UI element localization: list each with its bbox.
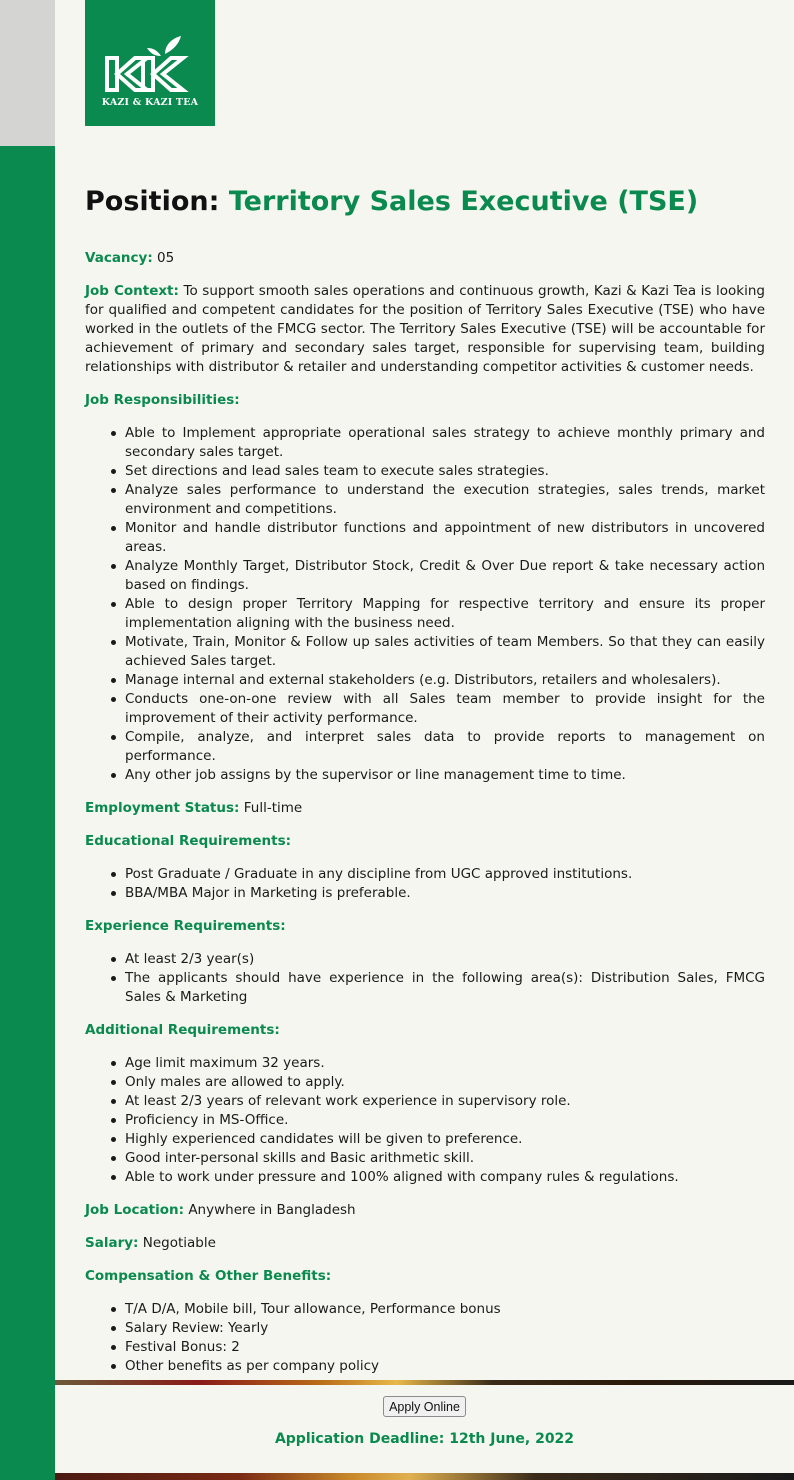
list-item: BBA/MBA Major in Marketing is preferable. — [125, 884, 765, 903]
decorative-strip-bottom — [55, 1473, 794, 1480]
benefits-heading — [85, 1267, 765, 1286]
experience-list — [85, 950, 765, 1007]
decorative-strip — [0, 1380, 794, 1385]
title-prefix: Position: — [85, 186, 220, 217]
list-item: At least 2/3 years of relevant work experience in supervisory role. — [125, 1092, 765, 1111]
list-item: Proficiency in MS-Office. — [125, 1111, 765, 1130]
list-item: Set directions and lead sales team to execute sales strategies. — [125, 462, 765, 481]
kk-logo-icon — [103, 32, 197, 92]
additional-label: Additional Requirements: — [85, 1022, 280, 1038]
list-item: Able to Implement appropriate operational sales strategy to achieve monthly primary and secondary sales target. — [125, 425, 765, 460]
list-item: Analyze Monthly Target, Distributor Stock, Credit & Over Due report & take necessary action based on findings. — [125, 558, 765, 593]
list-item: Other benefits as per company policy — [125, 1357, 765, 1376]
list-item: Good inter-personal skills and Basic arithmetic skill. — [125, 1149, 765, 1168]
benefits-list — [85, 1300, 765, 1376]
vacancy-label: Vacancy: — [85, 250, 153, 266]
list-item: Motivate, Train, Monitor & Follow up sales activities of team Members. So that they can easily achieved Sales target. — [125, 634, 765, 669]
education-label: Educational Requirements: — [85, 833, 292, 849]
list-item: Manage internal and external stakeholders (e.g. Distributors, retailers and wholesalers). — [125, 671, 765, 690]
additional-list — [85, 1054, 765, 1187]
benefits-label: Compensation & Other Benefits: — [85, 1268, 332, 1284]
list-item: Any other job assigns by the supervisor or line management time to time. — [125, 766, 765, 785]
job-location-value: Anywhere in Bangladesh — [188, 1202, 356, 1218]
left-green-bar — [0, 146, 55, 1480]
list-item: The applicants should have experience in the following area(s): Distribution Sales, FMCG Sales & Marketing — [125, 970, 765, 1005]
page-title — [85, 186, 765, 217]
salary-label: Salary: — [85, 1235, 139, 1251]
company-logo — [85, 0, 215, 126]
list-item: Highly experienced candidates will be given to preference. — [125, 1130, 765, 1149]
employment-status-value: Full-time — [243, 800, 303, 816]
employment-status-label: Employment Status: — [85, 800, 240, 816]
job-context — [85, 282, 765, 377]
list-item: Only males are allowed to apply. — [125, 1073, 765, 1092]
education-heading — [85, 832, 765, 851]
list-item: Post Graduate / Graduate in any discipline from UGC approved institutions. — [125, 865, 765, 884]
experience-heading — [85, 917, 765, 936]
apply-online-button[interactable]: Apply Online — [383, 1396, 466, 1417]
list-item: Salary Review: Yearly — [125, 1319, 765, 1338]
additional-heading — [85, 1021, 765, 1040]
left-gray-bar — [0, 0, 55, 146]
job-location-label: Job Location: — [85, 1202, 185, 1218]
job-context-label: Job Context: — [85, 283, 179, 299]
job-location — [85, 1201, 765, 1220]
responsibilities-list — [85, 424, 765, 785]
list-item: Compile, analyze, and interpret sales data to provide reports to management on performance. — [125, 729, 765, 764]
responsibilities-label: Job Responsibilities: — [85, 392, 240, 408]
list-item: T/A D/A, Mobile bill, Tour allowance, Performance bonus — [125, 1300, 765, 1319]
logo-text: KAZI & KAZI TEA — [101, 97, 199, 108]
education-list — [85, 865, 765, 903]
list-item: Able to design proper Territory Mapping for respective territory and ensure its proper implementation aligning with the business need. — [125, 596, 765, 631]
responsibilities-heading — [85, 391, 765, 410]
salary-value: Negotiable — [142, 1235, 216, 1251]
list-item: Festival Bonus: 2 — [125, 1338, 765, 1357]
application-deadline: Application Deadline: 12th June, 2022 — [274, 1431, 575, 1447]
employment-status — [85, 799, 765, 818]
job-context-value: To support smooth sales operations and continuous growth, Kazi & Kazi Tea is looking for qualified and competent candidates for the position of Territory Sales Executive (TSE) who have worked in the outlets of the FMCG sector. The Territory Sales Executive (TSE) will be accountable for achievement of primary and secondary sales target, responsible for supervising team, building relationships with distributor & retailer and understanding competitor activities & customer needs. — [85, 283, 766, 375]
list-item: Analyze sales performance to understand the execution strategies, sales trends, market environment and competitions. — [125, 482, 765, 517]
list-item: Monitor and handle distributor functions and appointment of new distributors in uncovered areas. — [125, 520, 765, 555]
vacancy — [85, 249, 765, 268]
list-item: Able to work under pressure and 100% aligned with company rules & regulations. — [125, 1168, 765, 1187]
experience-label: Experience Requirements: — [85, 918, 286, 934]
salary — [85, 1234, 765, 1253]
vacancy-value: 05 — [157, 250, 175, 266]
job-details — [85, 249, 765, 1390]
position-title: Territory Sales Executive (TSE) — [228, 186, 699, 217]
list-item: At least 2/3 year(s) — [125, 950, 765, 969]
list-item: Conducts one-on-one review with all Sales team member to provide insight for the improvement of their activity performance. — [125, 691, 765, 726]
list-item: Age limit maximum 32 years. — [125, 1054, 765, 1073]
